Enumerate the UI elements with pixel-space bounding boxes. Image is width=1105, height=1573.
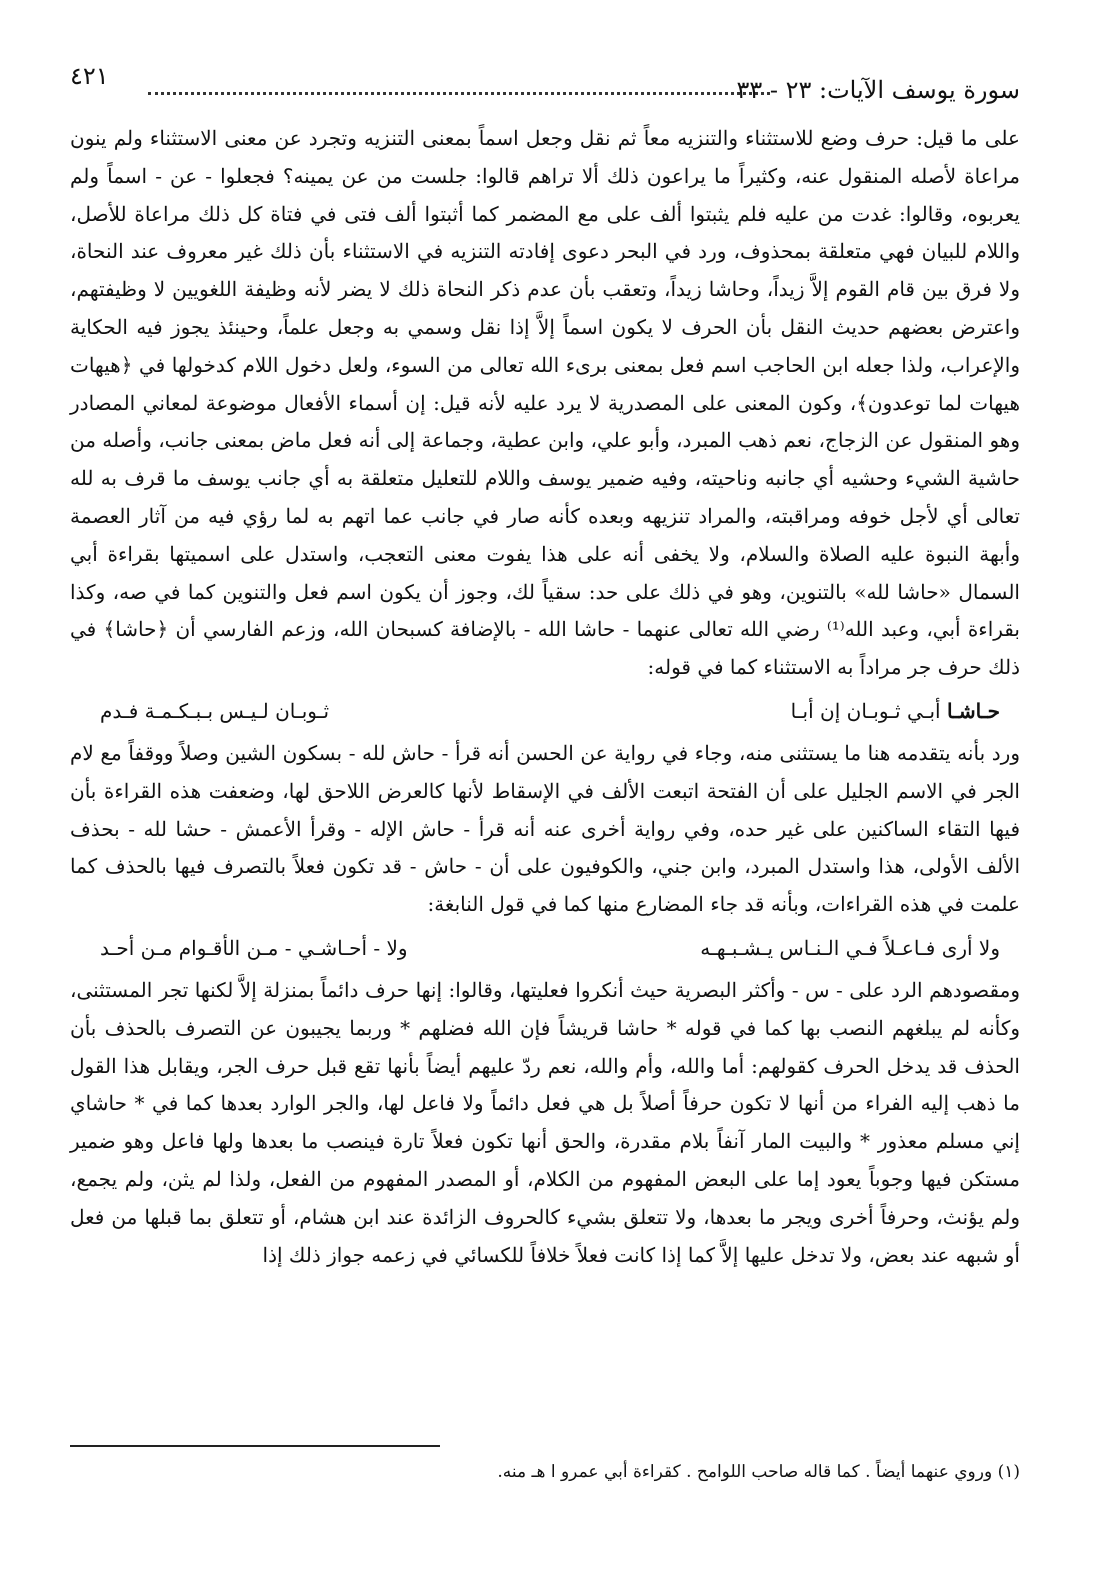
verse-first-hemistich: ولا أرى فـاعـلاً فـي الـنـاس يـشـبـهـه xyxy=(700,935,1000,960)
running-header xyxy=(70,62,1020,114)
verse-first-hemistich-rest: أبـي ثـوبـان إن أبـا xyxy=(790,698,947,723)
footnote xyxy=(497,1462,1020,1482)
page xyxy=(70,62,1020,1542)
verse-second-hemistich: ولا - أحـاشـي - مـن الأقـوام مـن أحـد xyxy=(100,935,408,960)
poetry-verse xyxy=(70,687,1020,735)
verse-keyword: حـاشـا xyxy=(946,698,1000,723)
footnote-divider xyxy=(70,1445,440,1447)
page-number: ٤٢١ xyxy=(70,62,109,90)
footnote-text: وروي عنهما أيضاً . كما قاله صاحب اللوامح . كقراءة أبي عمرو ا هـ منه. xyxy=(497,1462,993,1482)
dotted-leader xyxy=(148,92,770,95)
paragraph: على ما قيل: حرف وضع للاستثناء والتنزيه معاً ثم نقل وجعل اسماً بمعنى التنزيه وتجرد عن معنى الاستثناء ولم ينون مراعاة لأصله المنقول عنه، وكثيراً ما يراعون ذلك ألا تراهم قالوا: جلست من عن يمينه؟ فجعلوا - عن - اسماً ولم يعربوه، وقالوا: غدت من عليه فلم يثبتوا ألف على مع المضمر كما أثبتوا ألف فتى في فتاة كل ذلك مراعاة للأصل، واللام للبيان فهي متعلقة بمحذوف، ورد في البحر دعوى إفادته التنزيه في الاستثناء بأن ذلك غير معروف عند النحاة، ولا فرق بين قام القوم إلاَّ زيداً، وحاشا زيداً، وتعقب بأن عدم ذكر النحاة ذلك لا يضر لأنه وظيفة اللغويين لا وظيفتهم، واعترض بعضهم حديث النقل بأن الحرف لا يكون اسماً إلاَّ إذا نقل وسمي به وجعل علماً، وحينئذ يجوز فيه الحكاية والإعراب، ولذا جعله ابن الحاجب اسم فعل بمعنى برىء الله تعالى من السوء، ولعل دخول اللام كدخولها في ﴿هيهات هيهات لما توعدون﴾، وكون المعنى على المصدرية لا يرد عليه لأنه قيل: إن أسماء الأفعال موضوعة لمعاني المصادر وهو المنقول عن الزجاج، نعم ذهب المبرد، وأبو علي، وابن عطية، وجماعة إلى أنه فعل ماض بمعنى جانب، وأصله من حاشية الشيء وحشيه أي جانبه وناحيته، وفيه ضمير يوسف واللام للتعليل متعلقة به أي جانب يوسف ما قرف به لله تعالى أي لأجل خوفه ومراقبته، والمراد تنزيهه وبعده كأنه صار في جانب عما اتهم به لما رؤي فيه من آثار العصمة وأبهة النبوة عليه الصلاة والسلام، ولا يخفى أنه على هذا يفوت معنى التعجب، واستدل على اسميتها بقراءة أبي السمال «حاشا لله» بالتنوين، وهو في ذلك على حد: سقياً لك، وجوز أن يكون اسم فعل والتنوين كما في صه، وكذا بقراءة أبي، وعبد الله⁽¹⁾ رضي الله تعالى عنهما - حاشا الله - بالإضافة كسبحان الله، وزعم الفارسي أن ﴿حاشا﴾ في ذلك حرف جر مراداً به الاستثناء كما في قوله: xyxy=(70,126,1021,680)
body-text xyxy=(70,120,1020,1274)
paragraph: ومقصودهم الرد على - س - وأكثر البصرية حيث أنكروا فعليتها، وقالوا: إنها حرف دائماً بمنزلة إلاَّ لكنها تجر المستثنى، وكأنه لم يبلغهم النصب بها كما في قوله * حاشا قريشاً فإن الله فضلهم * وربما يجيبون عن التصرف بالحذف بأن الحذف قد يدخل الحرف كقولهم: أما والله، وأم والله، نعم ردّ عليهم أيضاً بأنها تقع قبل حرف الجر، ويقابل هذا القول ما ذهب إليه الفراء من أنها لا تكون حرفاً أصلاً بل هي فعل دائماً ولا فاعل لها، والجر الوارد بعدها كما في * حاشاي إني مسلم معذور * والبيت المار آنفاً بلام مقدرة، والحق أنها تكون فعلاً تارة فينصب ما بعدها ولها فاعل وهو ضمير مستكن فيها وجوباً يعود إما على البعض المفهوم من الكلام، أو المصدر المفهوم من الفعل، ولذا لم يثن، ولم يجمع، ولم يؤنث، وحرفاً أخرى ويجر ما بعدها، ولا تتعلق بشيء كالحروف الزائدة عند ابن هشام، أو تتعلق بما قبلها من فعل أو شبهه عند بعض، ولا تدخل عليها إلاَّ كما إذا كانت فعلاً خلافاً للكسائي في زعمه جواز ذلك إذا xyxy=(70,977,1020,1267)
verse-second-hemistich: ثـوبـان لـيـس بـبـكـمـة فـدم xyxy=(100,698,330,723)
footnote-marker: (١) xyxy=(997,1462,1020,1482)
paragraph: ورد بأنه يتقدمه هنا ما يستثنى منه، وجاء في رواية عن الحسن أنه قرأ - حاش لله - بسكون الشين وصلاً ووقفاً مع لام الجر في الاسم الجليل على أن الفتحة اتبعت الألف في الإسقاط لأنها كالعرض اللاحق لها، وضعفت هذه القراءة بأن فيها التقاء الساكنين على غير حده، وفي رواية أخرى عنه أنه قرأ - حاش الإله - وقرأ الأعمش - حشا لله - بحذف الألف الأولى، هذا واستدل المبرد، وابن جني، والكوفيون على أن - حاش - قد تكون فعلاً بالتصرف فيها بالحذف كما علمت في هذه القراءات، وبأنه قد جاء المضارع منها كما في قول النابغة: xyxy=(70,740,1020,917)
poetry-verse xyxy=(70,924,1020,972)
verse-first-hemistich xyxy=(791,691,1000,731)
running-title: سورة يوسف الآيات: ٢٣ - ٣٣ xyxy=(736,76,1020,104)
